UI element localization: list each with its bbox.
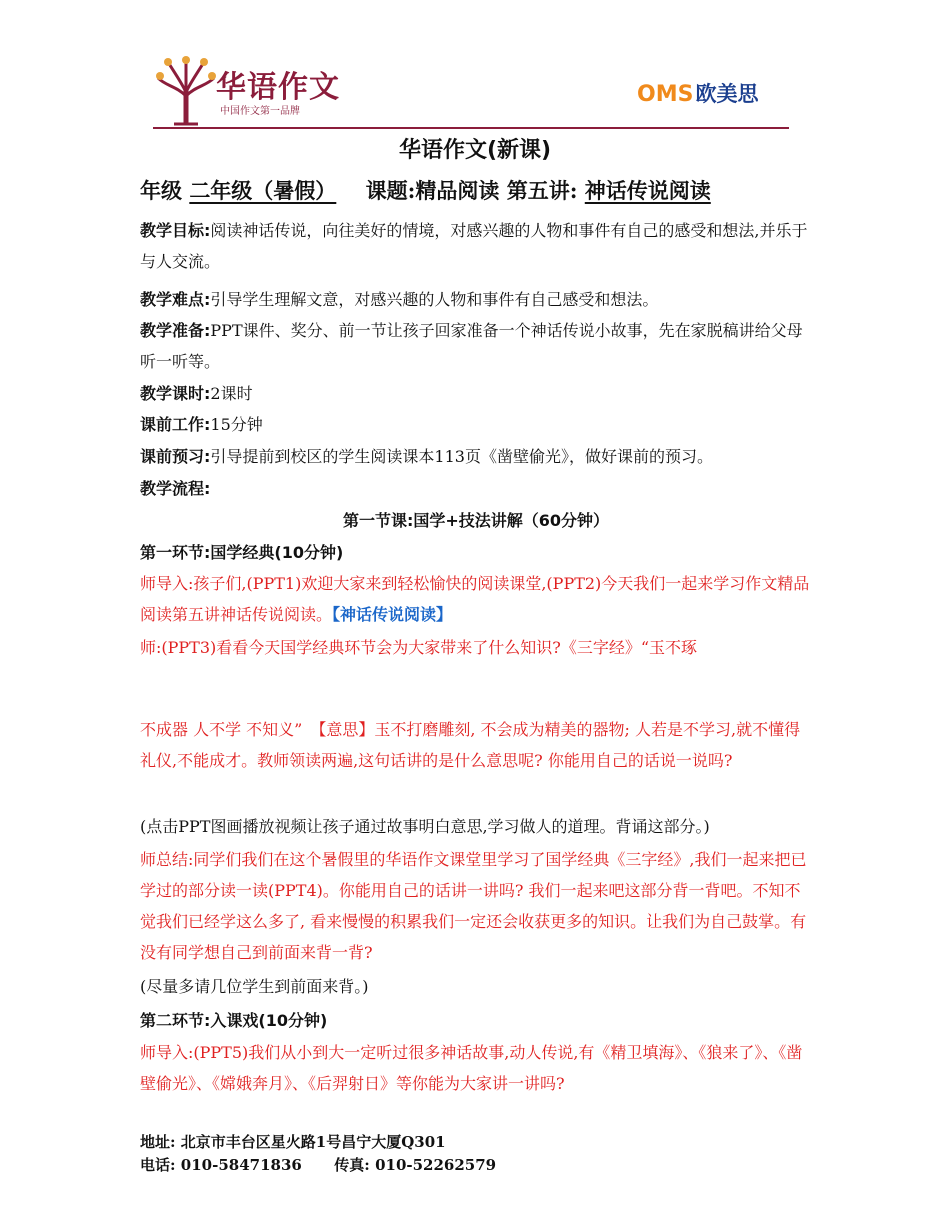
- part1-heading: 第一环节:国学经典(10分钟): [140, 543, 344, 562]
- video-note: (点击PPT图画播放视频让孩子通过故事明白意思,学习做人的道理。背诵这部分。): [140, 817, 710, 836]
- brand-tagline: 中国作文第一品牌: [220, 106, 300, 117]
- document-title: 华语作文(新课): [398, 138, 552, 163]
- preview-text: 引导提前到校区的学生阅读课本113页《凿壁偷光》，做好课前的预习。: [210, 447, 713, 466]
- lesson-label: 第五讲:: [506, 178, 578, 203]
- preview-label: 课前预习:: [140, 447, 211, 466]
- topic-label: 课题:精品阅读: [365, 178, 500, 203]
- goal-label: 教学目标:: [140, 221, 211, 240]
- part2-intro: 师导入:(PPT5)我们从小到大一定听过很多神话故事,动人传说,有《精卫填海》、《狼来了》、《凿壁偷光》、《嫦娥奔月》、《后羿射日》等你能为大家讲一讲吗?: [140, 1043, 803, 1093]
- difficulty-label: 教学难点:: [140, 290, 211, 309]
- footer: [140, 1131, 496, 1177]
- hours-text: 2课时: [210, 384, 253, 403]
- tree-logo-icon: [156, 56, 216, 126]
- difficulty-text: 引导学生理解文意，对感兴趣的人物和事件有自己感受和想法。: [210, 290, 659, 309]
- grade-label: 年级: [140, 178, 182, 203]
- grade-value: 二年级（暑假）: [189, 178, 337, 203]
- intro-paragraph: [140, 568, 812, 630]
- prework-text: 15分钟: [210, 415, 263, 434]
- brand-logo: [156, 56, 356, 126]
- intro-tag: 【神话传说阅读】: [332, 605, 453, 624]
- hours-paragraph: [140, 378, 812, 409]
- prep-paragraph: [140, 315, 812, 377]
- phone-number: 010-58471836: [180, 1156, 302, 1174]
- partner-logo-mark: OMS: [637, 82, 694, 107]
- footer-contact: [140, 1154, 496, 1177]
- meaning-paragraph: 不成器 人不学 不知义” 【意思】玉不打磨雕刻, 不会成为精美的器物; 人若是不学习,就不懂得礼仪,不能成才。教师领读两遍,这句话讲的是什么意思呢? 你能用自己的话说一说吗?: [140, 720, 801, 770]
- brand-name: 华语作文: [216, 70, 340, 105]
- fax-number: 010-52262579: [375, 1156, 497, 1174]
- flow-label: 教学流程:: [140, 479, 211, 498]
- section1-heading: 第一节课:国学+技法讲解（60分钟）: [342, 511, 610, 530]
- lesson-meta: [140, 175, 711, 205]
- ppt3-line: 师:(PPT3)看看今天国学经典环节会为大家带来了什么知识?《三字经》“玉不琢: [140, 638, 698, 657]
- prep-label: 教学准备:: [140, 321, 211, 340]
- flow-paragraph: [140, 473, 812, 504]
- hours-label: 教学课时:: [140, 384, 211, 403]
- goal-paragraph: [140, 215, 812, 277]
- partner-logo: [637, 78, 797, 106]
- summary-paragraph: 师总结:同学们我们在这个暑假里的华语作文课堂里学习了国学经典《三字经》,我们一起来把已学过的部分读一读(PPT4)。你能用自己的话讲一讲吗? 我们一起来吧这部分背一背吧。不知不觉我们已经学这么多了, 看来慢慢的积累我们一定还会收获更多的知识。让我们为自己鼓掌。有没有同学想自己到前面来背一背?: [140, 850, 807, 962]
- intro-text: 师导入:孩子们,(PPT1)欢迎大家来到轻松愉快的阅读课堂,(PPT2)今天我们一起来学习作文精品阅读第五讲神话传说阅读。: [140, 574, 810, 624]
- difficulty-paragraph: [140, 284, 812, 315]
- partner-name: 欧美思: [695, 82, 759, 106]
- lesson-value: 神话传说阅读: [584, 178, 711, 203]
- header-divider: [153, 127, 789, 129]
- preview-paragraph: [140, 441, 812, 472]
- footer-address: 地址: 北京市丰台区星火路1号昌宁大厦Q301: [140, 1133, 446, 1151]
- phone-label: 电话:: [140, 1156, 176, 1174]
- goal-text: 阅读神话传说，向往美好的情境，对感兴趣的人物和事件有自己的感受和想法,并乐于与人交流。: [140, 221, 808, 271]
- part2-heading: 第二环节:入课戏(10分钟): [140, 1011, 328, 1030]
- prework-paragraph: [140, 409, 812, 440]
- recite-note: (尽量多请几位学生到前面来背。): [140, 977, 369, 996]
- fax-label: 传真:: [334, 1156, 370, 1174]
- prep-text: PPT课件、奖分、前一节让孩子回家准备一个神话传说小故事，先在家脱稿讲给父母听一听等。: [140, 321, 803, 371]
- prework-label: 课前工作:: [140, 415, 211, 434]
